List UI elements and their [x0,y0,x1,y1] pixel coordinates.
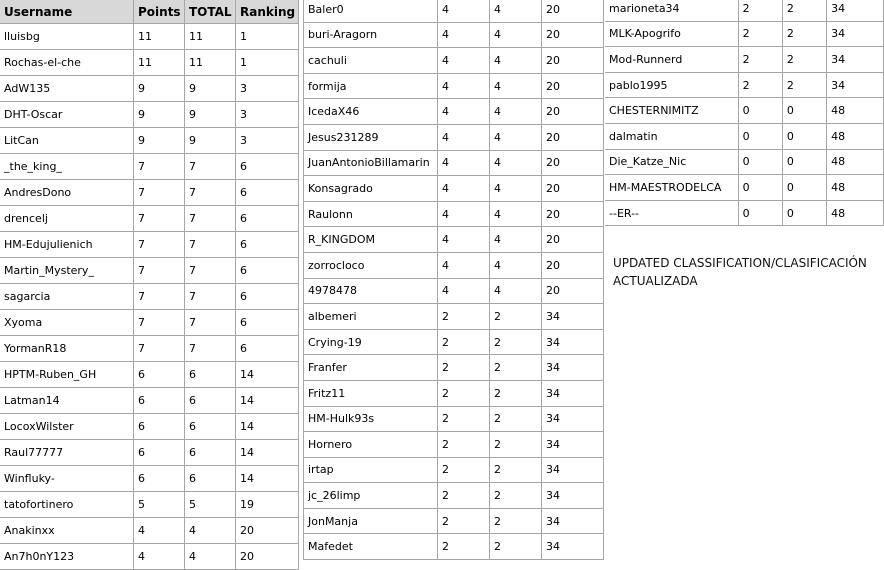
ranking-cell: 34 [827,21,884,47]
table-row [0,310,299,336]
points-cell: 2 [438,483,490,509]
username-cell: JonManja [304,508,438,534]
username-cell: IcedaX46 [304,99,438,125]
username-cell: 4978478 [304,278,438,304]
ranking-cell: 6 [236,336,299,362]
username-cell: HM-Hulk93s [304,406,438,432]
points-cell: 2 [438,406,490,432]
ranking-cell: 20 [542,0,604,22]
ranking-cell: 3 [236,102,299,128]
ranking-cell: 34 [827,0,884,21]
username-cell: albemeri [304,304,438,330]
header-total: TOTAL [185,0,236,24]
points-cell: 9 [134,76,185,102]
username-cell: Xyoma [0,310,134,336]
ranking-cell: 20 [542,227,604,253]
table-row [0,24,299,50]
ranking-cell: 20 [236,544,299,570]
ranking-cell: 1 [236,24,299,50]
username-cell: _the_king_ [0,154,134,180]
points-cell: 0 [738,149,782,175]
table-row [304,329,604,355]
ranking-cell: 6 [236,206,299,232]
ranking-cell: 48 [827,123,884,149]
table-row [0,492,299,518]
total-cell: 2 [782,72,826,98]
table-row [0,388,299,414]
username-cell: tatofortinero [0,492,134,518]
table-row [605,47,884,73]
points-cell: 4 [438,48,490,74]
points-cell: 6 [134,414,185,440]
table-row [304,380,604,406]
username-cell: Anakinxx [0,518,134,544]
points-cell: 0 [738,175,782,201]
header-points: Points [134,0,185,24]
table-row [0,180,299,206]
username-cell: sagarcia [0,284,134,310]
points-cell: 5 [134,492,185,518]
total-cell: 7 [185,258,236,284]
table-row [304,406,604,432]
ranking-cell: 48 [827,175,884,201]
table-row [304,48,604,74]
updated-classification-note: UPDATED CLASSIFICATION/CLASIFICACIÓN ACTUALIZADA [613,256,867,288]
ranking-cell: 34 [542,534,604,560]
ranking-cell: 34 [542,432,604,458]
table-row [605,175,884,201]
points-cell: 4 [438,22,490,48]
ranking-cell: 34 [542,457,604,483]
total-cell: 4 [490,0,542,22]
username-cell: Konsagrado [304,176,438,202]
ranking-table-1-body [0,24,299,570]
ranking-cell: 48 [827,200,884,226]
table-row [0,466,299,492]
header-ranking: Ranking [236,0,299,24]
table-row [0,518,299,544]
username-cell: An7h0nY123 [0,544,134,570]
username-cell: YormanR18 [0,336,134,362]
table-row [304,534,604,560]
ranking-cell: 6 [236,154,299,180]
username-cell: LitCan [0,128,134,154]
points-cell: 4 [438,201,490,227]
ranking-cell: 14 [236,440,299,466]
total-cell: 9 [185,76,236,102]
username-cell: Raul77777 [0,440,134,466]
table-row [304,73,604,99]
table-row [304,22,604,48]
total-cell: 2 [782,47,826,73]
total-cell: 7 [185,180,236,206]
username-cell: Jesus231289 [304,124,438,150]
total-cell: 7 [185,336,236,362]
points-cell: 2 [438,534,490,560]
table-row [605,200,884,226]
table-row [0,206,299,232]
points-cell: 2 [738,47,782,73]
total-cell: 0 [782,98,826,124]
ranking-cell: 34 [542,483,604,509]
total-cell: 2 [490,329,542,355]
total-cell: 11 [185,50,236,76]
table-row [0,440,299,466]
total-cell: 6 [185,466,236,492]
points-cell: 7 [134,154,185,180]
points-cell: 7 [134,284,185,310]
points-cell: 6 [134,440,185,466]
ranking-cell: 20 [542,124,604,150]
table-row [304,176,604,202]
ranking-cell: 14 [236,414,299,440]
username-cell: Mafedet [304,534,438,560]
ranking-cell: 34 [827,72,884,98]
total-cell: 2 [490,380,542,406]
points-cell: 11 [134,24,185,50]
total-cell: 9 [185,128,236,154]
table-header-row [0,0,299,24]
header-username: Username [0,0,134,24]
total-cell: 7 [185,206,236,232]
username-cell: buri-Aragorn [304,22,438,48]
points-cell: 6 [134,388,185,414]
total-cell: 6 [185,388,236,414]
total-cell: 4 [490,278,542,304]
username-cell: dalmatin [605,123,738,149]
total-cell: 7 [185,310,236,336]
points-cell: 9 [134,128,185,154]
table-row [0,154,299,180]
table-row [304,150,604,176]
table-row [0,284,299,310]
ranking-cell: 6 [236,310,299,336]
table-row [0,336,299,362]
username-cell: Baler0 [304,0,438,22]
table-row [304,201,604,227]
table-row [0,102,299,128]
ranking-cell: 20 [542,176,604,202]
username-cell: Winfluky- [0,466,134,492]
ranking-cell: 34 [542,508,604,534]
table-row [304,278,604,304]
table-row [0,544,299,570]
username-cell: CHESTERNIMITZ [605,98,738,124]
points-cell: 4 [438,0,490,22]
total-cell: 6 [185,362,236,388]
points-cell: 0 [738,123,782,149]
ranking-cell: 1 [236,50,299,76]
ranking-table-3-body [605,0,884,226]
points-cell: 7 [134,232,185,258]
ranking-table-3 [605,0,884,226]
ranking-cell: 20 [542,150,604,176]
total-cell: 0 [782,200,826,226]
points-cell: 0 [738,200,782,226]
username-cell: --ER-- [605,200,738,226]
points-cell: 9 [134,102,185,128]
username-cell: HM-MAESTRODELCA [605,175,738,201]
username-cell: Raulonn [304,201,438,227]
points-cell: 4 [438,150,490,176]
ranking-cell: 20 [542,48,604,74]
points-cell: 4 [134,518,185,544]
total-cell: 6 [185,414,236,440]
total-cell: 2 [490,432,542,458]
ranking-cell: 48 [827,98,884,124]
ranking-table-1 [0,0,299,570]
points-cell: 7 [134,310,185,336]
total-cell: 2 [490,483,542,509]
points-cell: 2 [438,380,490,406]
total-cell: 4 [490,252,542,278]
username-cell: DHT-Oscar [0,102,134,128]
ranking-cell: 20 [542,73,604,99]
table-row [605,72,884,98]
total-cell: 5 [185,492,236,518]
total-cell: 2 [490,355,542,381]
total-cell: 2 [490,534,542,560]
points-cell: 0 [738,98,782,124]
username-cell: AdW135 [0,76,134,102]
ranking-cell: 6 [236,258,299,284]
table-row [605,123,884,149]
ranking-cell: 20 [542,252,604,278]
ranking-cell: 6 [236,180,299,206]
ranking-cell: 20 [542,201,604,227]
points-cell: 4 [438,99,490,125]
username-cell: JuanAntonioBillamarin [304,150,438,176]
total-cell: 9 [185,102,236,128]
total-cell: 0 [782,149,826,175]
ranking-cell: 34 [542,380,604,406]
username-cell: jc_26limp [304,483,438,509]
ranking-cell: 20 [542,278,604,304]
ranking-cell: 3 [236,128,299,154]
total-cell: 4 [490,99,542,125]
total-cell: 4 [185,544,236,570]
points-cell: 6 [134,362,185,388]
points-cell: 7 [134,180,185,206]
table-row [0,232,299,258]
points-cell: 7 [134,258,185,284]
table-row [0,128,299,154]
points-cell: 2 [738,72,782,98]
ranking-cell: 34 [827,47,884,73]
username-cell: lluisbg [0,24,134,50]
ranking-cell: 20 [542,99,604,125]
username-cell: LocoxWilster [0,414,134,440]
table-row [605,21,884,47]
table-row [605,149,884,175]
table-row [304,304,604,330]
total-cell: 7 [185,154,236,180]
total-cell: 4 [185,518,236,544]
username-cell: R_KINGDOM [304,227,438,253]
total-cell: 11 [185,24,236,50]
username-cell: Latman14 [0,388,134,414]
table-row [304,99,604,125]
table-row [304,227,604,253]
total-cell: 2 [782,0,826,21]
table-row [304,508,604,534]
username-cell: irtap [304,457,438,483]
total-cell: 4 [490,176,542,202]
username-cell: HPTM-Ruben_GH [0,362,134,388]
points-cell: 2 [738,21,782,47]
total-cell: 2 [490,406,542,432]
points-cell: 4 [438,176,490,202]
total-cell: 2 [490,457,542,483]
username-cell: HM-Edujulienich [0,232,134,258]
ranking-cell: 14 [236,388,299,414]
points-cell: 6 [134,466,185,492]
ranking-cell: 20 [542,22,604,48]
table-row [304,124,604,150]
total-cell: 7 [185,284,236,310]
table-row [605,0,884,21]
points-cell: 2 [438,355,490,381]
username-cell: AndresDono [0,180,134,206]
table-row [304,483,604,509]
total-cell: 4 [490,150,542,176]
total-cell: 2 [490,508,542,534]
points-cell: 2 [438,329,490,355]
total-cell: 4 [490,227,542,253]
ranking-cell: 14 [236,466,299,492]
ranking-cell: 3 [236,76,299,102]
ranking-table-2-body [304,0,604,560]
ranking-cell: 19 [236,492,299,518]
ranking-cell: 34 [542,329,604,355]
username-cell: Rochas-el-che [0,50,134,76]
points-cell: 4 [438,124,490,150]
table-row [304,432,604,458]
total-cell: 0 [782,123,826,149]
points-cell: 2 [438,432,490,458]
ranking-cell: 34 [542,355,604,381]
points-cell: 4 [134,544,185,570]
username-cell: Die_Katze_Nic [605,149,738,175]
points-cell: 4 [438,73,490,99]
username-cell: pablo1995 [605,72,738,98]
points-cell: 4 [438,252,490,278]
total-cell: 7 [185,232,236,258]
total-cell: 2 [782,21,826,47]
username-cell: Crying-19 [304,329,438,355]
points-cell: 2 [438,304,490,330]
table-row [304,252,604,278]
table-row [0,50,299,76]
table-row [304,0,604,22]
points-cell: 7 [134,206,185,232]
ranking-cell: 14 [236,362,299,388]
username-cell: Hornero [304,432,438,458]
ranking-cell: 48 [827,149,884,175]
total-cell: 4 [490,201,542,227]
table-row [0,362,299,388]
total-cell: 4 [490,22,542,48]
username-cell: Fritz11 [304,380,438,406]
total-cell: 2 [490,304,542,330]
username-cell: Martin_Mystery_ [0,258,134,284]
total-cell: 0 [782,175,826,201]
points-cell: 2 [738,0,782,21]
table-row [0,258,299,284]
total-cell: 4 [490,48,542,74]
table-row [605,98,884,124]
points-cell: 7 [134,336,185,362]
table-row [0,76,299,102]
ranking-cell: 34 [542,406,604,432]
points-cell: 11 [134,50,185,76]
total-cell: 4 [490,73,542,99]
points-cell: 4 [438,278,490,304]
total-cell: 4 [490,124,542,150]
ranking-cell: 6 [236,284,299,310]
username-cell: Mod-Runnerd [605,47,738,73]
table-row [304,457,604,483]
username-cell: drencelj [0,206,134,232]
table-row [0,414,299,440]
points-cell: 4 [438,227,490,253]
username-cell: formija [304,73,438,99]
username-cell: marioneta34 [605,0,738,21]
points-cell: 2 [438,508,490,534]
table-row [304,355,604,381]
ranking-table-2 [303,0,604,560]
username-cell: zorrocloco [304,252,438,278]
total-cell: 6 [185,440,236,466]
ranking-cell: 6 [236,232,299,258]
points-cell: 2 [438,457,490,483]
ranking-cell: 34 [542,304,604,330]
username-cell: Franfer [304,355,438,381]
username-cell: cachuli [304,48,438,74]
ranking-cell: 20 [236,518,299,544]
username-cell: MLK-Apogrifo [605,21,738,47]
